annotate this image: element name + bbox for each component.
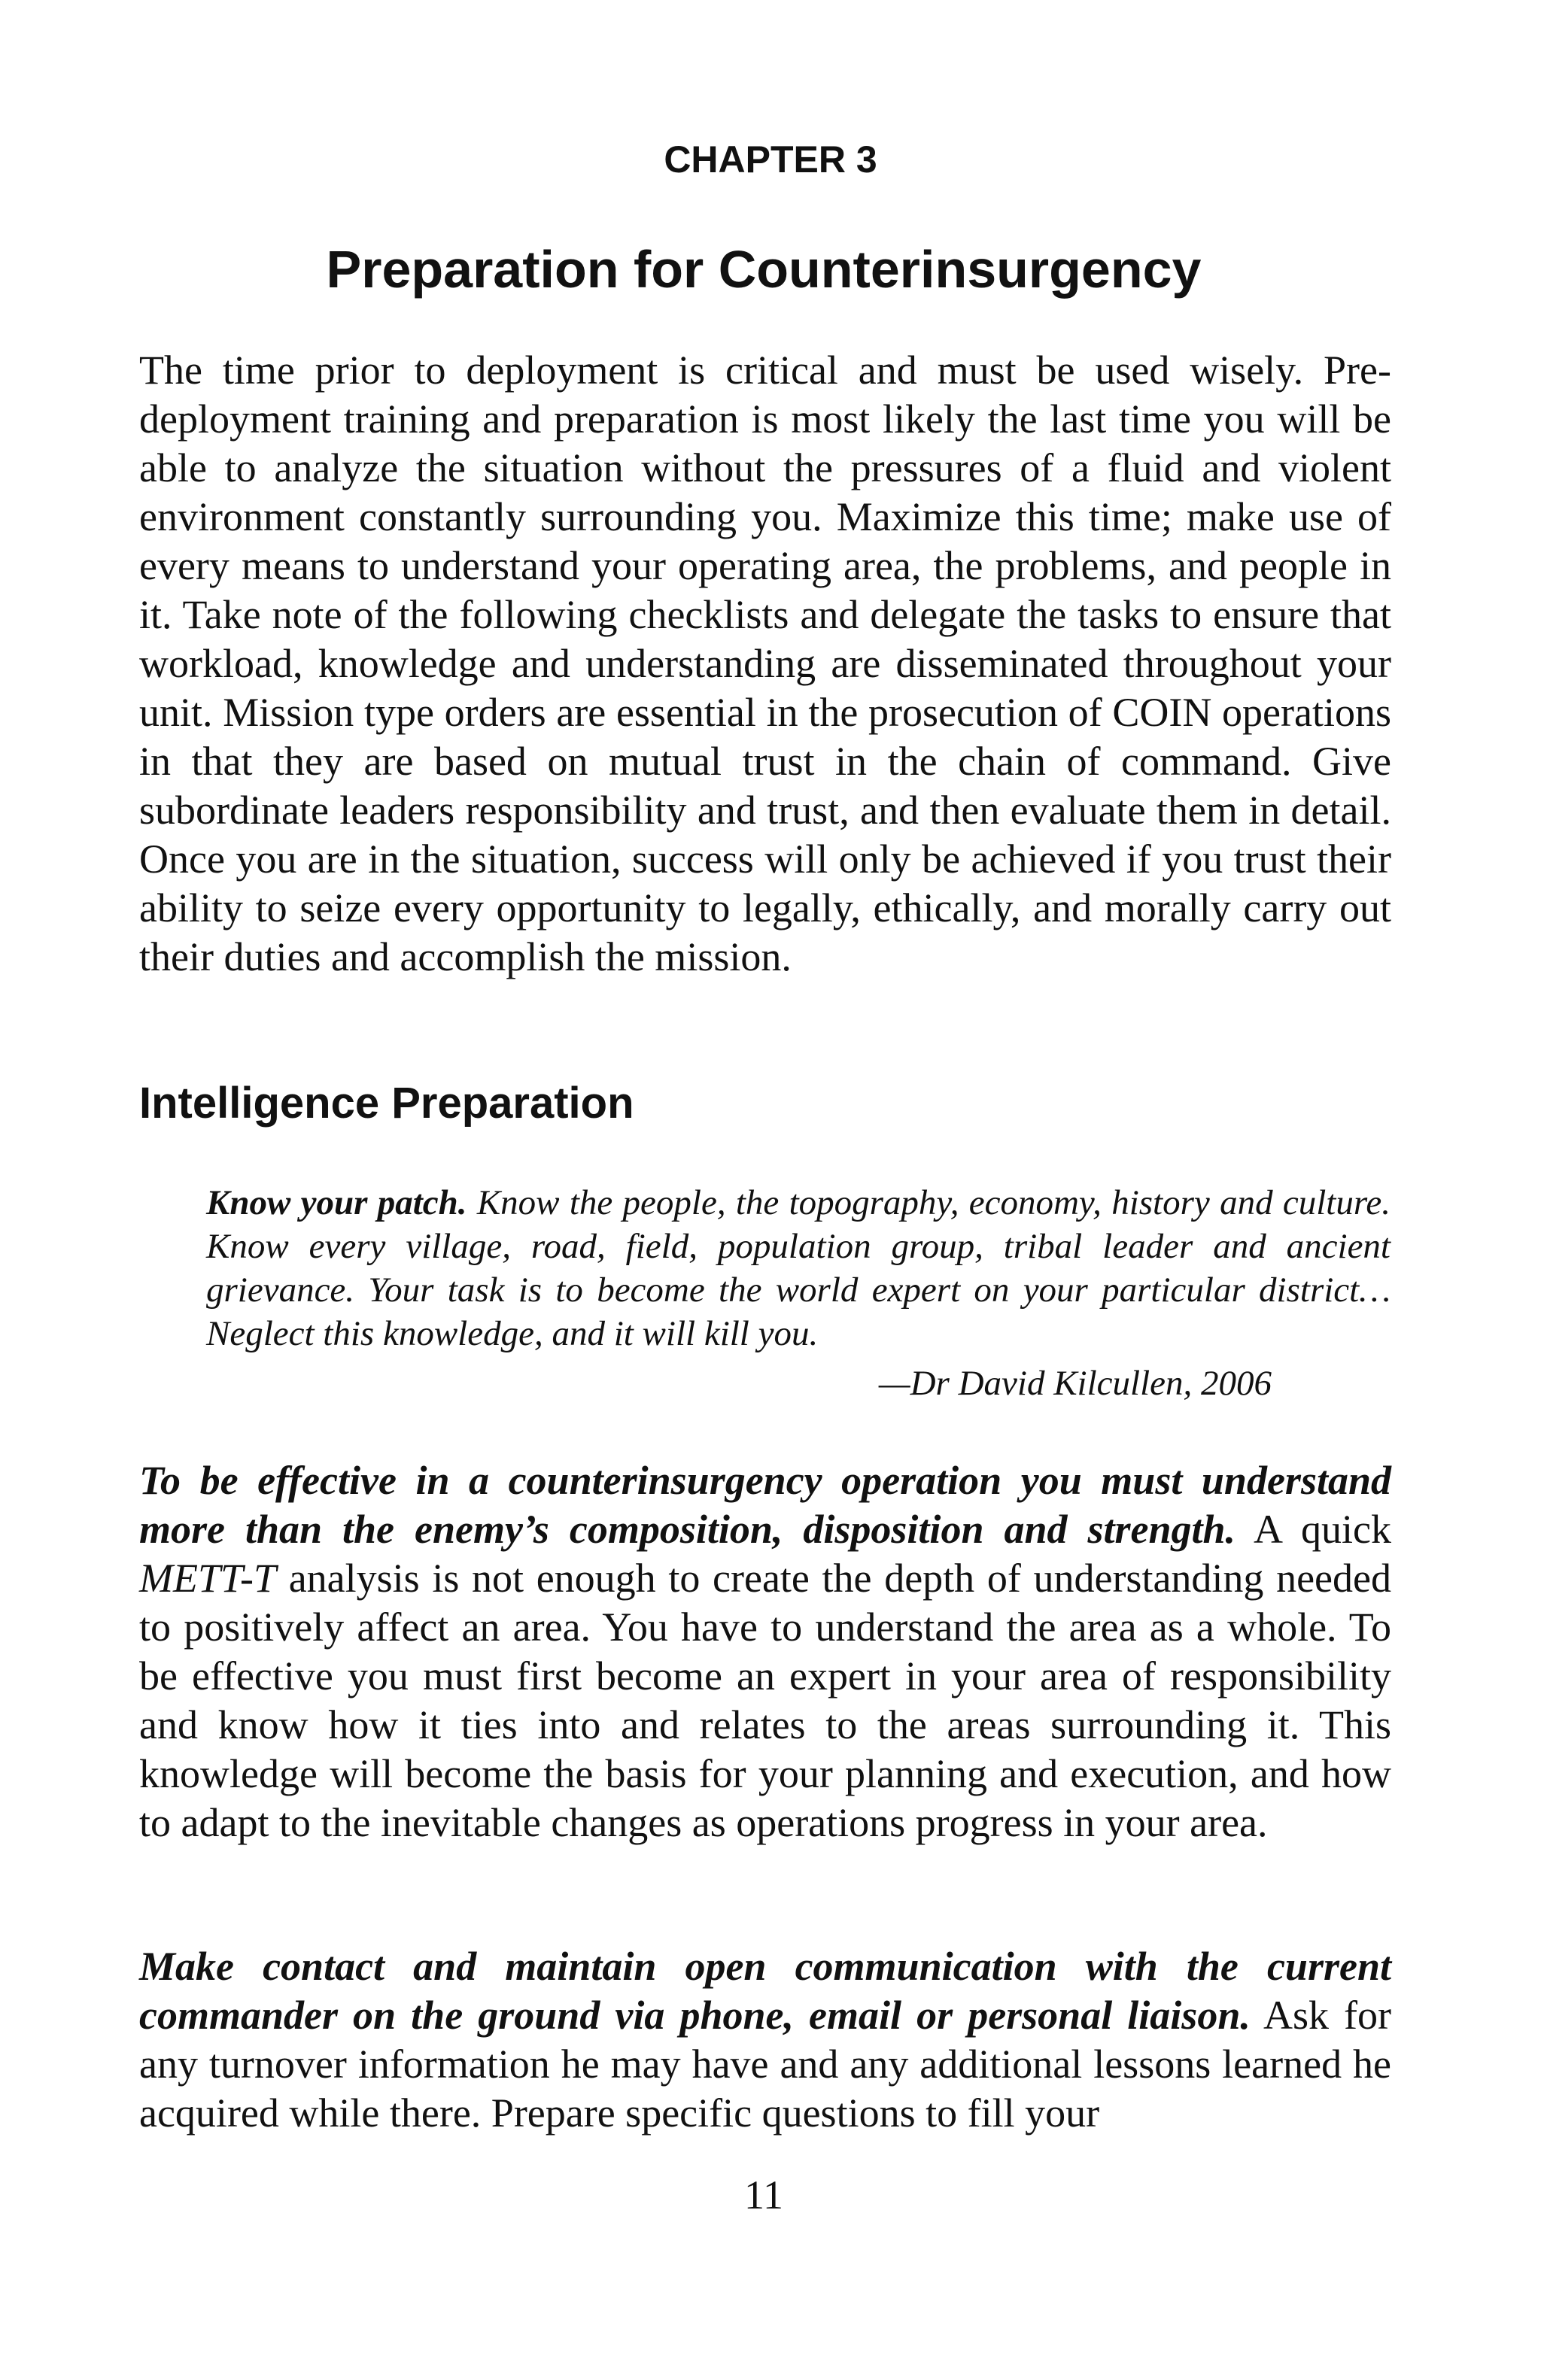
block-quote xyxy=(206,1181,1391,1355)
section-heading: Intelligence Preparation xyxy=(139,1079,634,1128)
intro-paragraph: The time prior to deployment is critical and must be used wisely. Pre-deployment training and preparation is most likely the last time you will be able to analyze the situation without the pressures of a fluid and violent environment constantly surrounding you. Maximize this time; make use of every means to understand your operating area, the problems, and people in it. Take note of the following checklists and delegate the tasks to ensure that workload, knowledge and understanding are disseminated throughout your unit. Mission type orders are essential in the prosecution of COIN operations in that they are based on mutual trust in the chain of command. Give subordinate leaders responsibility and trust, and then evaluate them in detail. Once you are in the situation, success will only be achieved if you trust their ability to seize every opportunity to legally, ethically, and morally carry out their duties and accomplish the mission. xyxy=(139,348,1391,979)
chapter-label: CHAPTER 3 xyxy=(664,138,877,181)
quote-text: Know the people, the topography, economy, history and culture. Know every village, road, field, population group, tribal leader and ancient grievance. Your task is to become the world expert on your particular district… Neglect this knowledge, and it will kill you. xyxy=(206,1183,1391,1353)
paragraph-make-contact xyxy=(139,1942,1391,2138)
paragraph-bold-lead: Make contact and maintain open communication with the current commander on the ground via phone, email or personal liaison. xyxy=(139,1944,1391,2038)
mett-t-term: METT-T xyxy=(139,1556,277,1601)
paragraph-bold-lead: To be effective in a counterinsurgency operation you must understand more than the enemy’s composition, disposition and strength. xyxy=(139,1458,1391,1552)
quote-attribution: —Dr David Kilcullen, 2006 xyxy=(878,1364,1272,1403)
quote-lead: Know your patch. xyxy=(206,1183,467,1222)
chapter-title: Preparation for Counterinsurgency xyxy=(326,240,1202,299)
paragraph-text: Ask for any turnover information he may have and any additional lessons learned he acquired while there. Prepare specific questions to fill your xyxy=(139,1993,1392,2136)
page-number: 11 xyxy=(744,2172,783,2218)
paragraph-text: analysis is not enough to create the depth of understanding needed to positively affect an area. You have to understand the area as a whole. To be effective you must first become an expert in your area of responsibility and know how it ties into and relates to the areas surrounding it. This knowledge will become the basis for your planning and execution, and how to adapt to the inevitable changes as operations progress in your area. xyxy=(139,1556,1391,1845)
paragraph-understand-area xyxy=(139,1456,1391,1847)
paragraph-text: A quick xyxy=(1236,1507,1391,1552)
